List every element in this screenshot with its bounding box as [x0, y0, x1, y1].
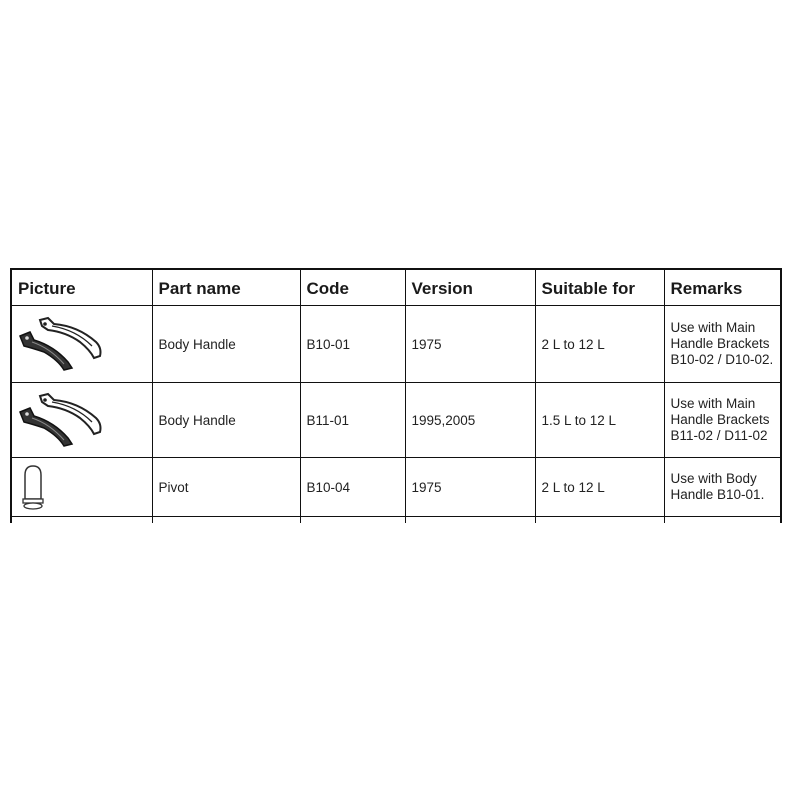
part-name-cell: Body Handle — [152, 306, 300, 383]
code-cell: B10-04 — [300, 458, 405, 517]
body-handle-icon — [18, 392, 110, 448]
remarks-line: B10-02 / D10-02. — [670, 352, 774, 367]
suitable-for-cell: 2 L to 12 L — [535, 306, 664, 383]
table-header-row — [11, 269, 781, 306]
pivot-icon — [18, 463, 48, 511]
table-row — [11, 306, 781, 383]
header-picture: Picture — [11, 269, 152, 306]
remarks-line: Handle Brackets — [670, 412, 770, 427]
remarks-cell — [664, 306, 781, 383]
remarks-line: Handle B10-01. — [670, 487, 765, 502]
part-name-cell: Body Handle — [152, 383, 300, 458]
version-cell: 1995,2005 — [405, 383, 535, 458]
suitable-for-cell: 1.5 L to 12 L — [535, 383, 664, 458]
header-code: Code — [300, 269, 405, 306]
body-handle-icon — [18, 316, 110, 372]
header-suitable-for: Suitable for — [535, 269, 664, 306]
remarks-line: B11-02 / D11-02 — [670, 428, 768, 443]
remarks-line: Use with Main — [670, 396, 756, 411]
picture-cell — [11, 458, 152, 517]
empty-cell — [405, 517, 535, 524]
code-cell: B10-01 — [300, 306, 405, 383]
suitable-for-cell: 2 L to 12 L — [535, 458, 664, 517]
remarks-cell — [664, 458, 781, 517]
table-row — [11, 458, 781, 517]
remarks-cell — [664, 383, 781, 458]
header-remarks: Remarks — [664, 269, 781, 306]
remarks-line: Handle Brackets — [670, 336, 770, 351]
picture-cell — [11, 306, 152, 383]
empty-cell — [11, 517, 152, 524]
picture-cell — [11, 383, 152, 458]
empty-cell — [152, 517, 300, 524]
remarks-line: Use with Main — [670, 320, 756, 335]
header-version: Version — [405, 269, 535, 306]
code-cell: B11-01 — [300, 383, 405, 458]
version-cell: 1975 — [405, 306, 535, 383]
empty-cell — [300, 517, 405, 524]
version-cell: 1975 — [405, 458, 535, 517]
empty-cell — [664, 517, 781, 524]
table-row-cropped — [11, 517, 781, 524]
table-row — [11, 383, 781, 458]
header-part-name: Part name — [152, 269, 300, 306]
remarks-line: Use with Body — [670, 471, 757, 486]
parts-table — [10, 268, 782, 523]
empty-cell — [535, 517, 664, 524]
part-name-cell: Pivot — [152, 458, 300, 517]
